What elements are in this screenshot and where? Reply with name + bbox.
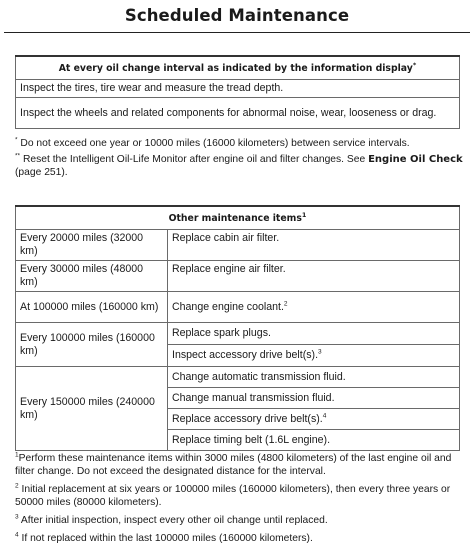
footnote-mark: 3	[15, 513, 19, 521]
interval-cell: Every 100000 miles (160000 km)	[16, 323, 168, 367]
item-cell	[168, 292, 460, 323]
interval-cell: Every 20000 miles (32000 km)	[16, 230, 168, 261]
footnote-text: Perform these maintenance items within 3000 miles (4800 kilometers) of the last engine oil and filter change. Do not exceed the designated distance for the interval.	[15, 453, 452, 477]
oil-note-2-mark: **	[15, 152, 21, 160]
footnote-1	[15, 452, 463, 478]
oil-note-1-text: Do not exceed one year or 10000 miles (16000 kilometers) between service intervals.	[20, 138, 410, 149]
oil-note-2-page: (page 251).	[15, 167, 68, 178]
oil-note-2	[15, 153, 463, 179]
item-text: Change engine coolant.	[172, 300, 284, 313]
footnote-4	[15, 532, 463, 545]
oil-table-row: Inspect the tires, tire wear and measure the tread depth.	[16, 80, 460, 98]
oil-table-row: Inspect the wheels and related components for abnormal noise, wear, looseness or drag.	[16, 98, 460, 129]
footnote-mark: 1	[15, 451, 19, 459]
item-cell	[168, 261, 460, 292]
oil-table-header	[16, 56, 460, 80]
item-text: Replace timing belt (1.6L engine).	[172, 433, 331, 446]
footnote-2	[15, 483, 463, 509]
footnote-mark: 2	[15, 482, 19, 490]
oil-note-1-mark: *	[15, 136, 18, 144]
item-text: Replace accessory drive belt(s).	[172, 412, 323, 425]
oil-note-1	[15, 137, 463, 150]
other-table-header	[16, 206, 460, 230]
item-text: Inspect accessory drive belt(s).	[172, 349, 319, 361]
other-table-header-mark: 1	[301, 210, 307, 219]
item-cell	[168, 409, 460, 430]
footnote-text: If not replaced within the last 100000 miles (160000 kilometers).	[21, 533, 313, 544]
other-maintenance-table	[15, 205, 460, 451]
other-table-header-text: Other maintenance items	[168, 212, 302, 224]
oil-table-header-text: At every oil change interval as indicated by the information display	[58, 62, 413, 74]
footnote-text: Initial replacement at six years or 100000 miles (160000 kilometers), then every three years or 50000 miles (80000 kilometers).	[15, 484, 451, 508]
item-text: Change manual transmission fluid.	[172, 391, 335, 404]
item-text: Replace engine air filter.	[172, 263, 286, 275]
interval-cell: Every 30000 miles (48000 km)	[16, 261, 168, 292]
footnote-text: After initial inspection, inspect every other oil change until replaced.	[20, 515, 328, 526]
title-rule	[4, 32, 470, 33]
item-text: Replace cabin air filter.	[172, 232, 280, 244]
item-mark: 4	[322, 411, 327, 419]
item-cell	[168, 430, 460, 451]
engine-oil-check-ref: Engine Oil Check	[368, 154, 463, 165]
interval-cell: Every 150000 miles (240000 km)	[16, 367, 168, 451]
footnote-mark: 4	[15, 531, 19, 539]
oil-table-header-mark: *	[412, 60, 417, 69]
interval-cell: At 100000 miles (160000 km)	[16, 292, 168, 323]
item-cell	[168, 323, 460, 345]
footnote-3	[15, 514, 463, 527]
item-cell	[168, 230, 460, 261]
item-text: Change automatic transmission fluid.	[172, 370, 346, 383]
oil-note-2-text: Reset the Intelligent Oil-Life Monitor after engine oil and filter changes. See	[22, 154, 369, 165]
page-title: Scheduled Maintenance	[124, 6, 350, 25]
item-cell	[168, 367, 460, 388]
item-text: Replace spark plugs.	[172, 327, 271, 339]
item-mark: 3	[318, 348, 322, 356]
item-cell	[168, 345, 460, 367]
item-cell	[168, 388, 460, 409]
oil-change-table	[15, 55, 460, 129]
item-mark: 2	[283, 299, 288, 307]
